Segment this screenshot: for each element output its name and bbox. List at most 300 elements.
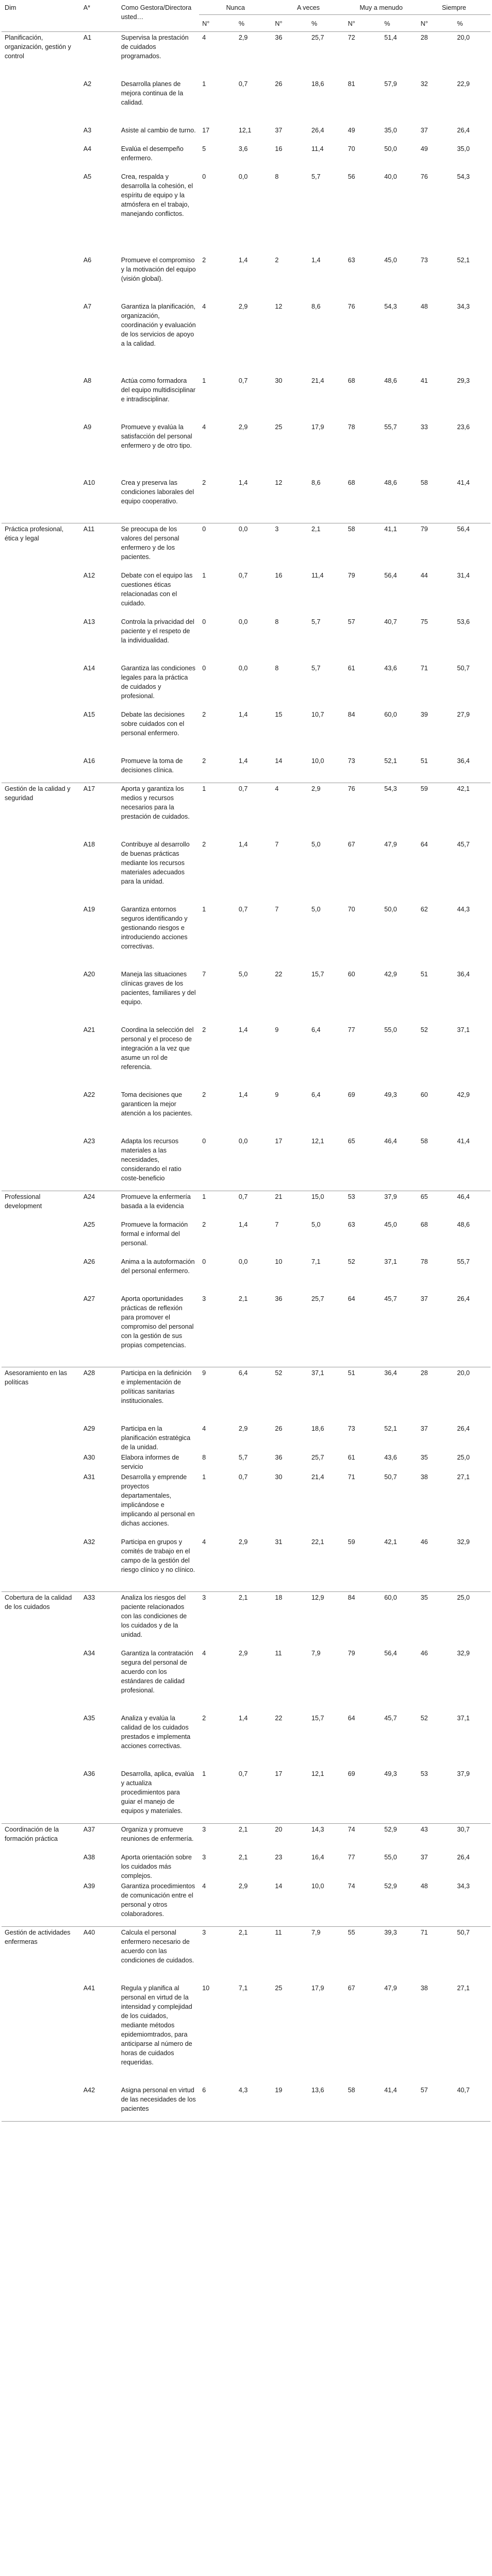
siempre-n-cell: 60 — [420, 1091, 428, 1098]
a-veces-n-cell: 4 — [272, 783, 308, 839]
muy-a-menudo-n-cell: 59 — [348, 1538, 355, 1546]
nunca-n-cell: 0 — [202, 1137, 206, 1145]
item-description-cell: Organiza y promueve reuniones de enfermería. — [118, 1824, 199, 1852]
item-id-cell: A11 — [80, 523, 118, 570]
item-description-cell: Maneja las situaciones clínicas graves de los pacientes, familiares y del equipo. — [121, 970, 196, 1006]
muy-a-menudo-n-cell: 69 — [348, 1770, 355, 1777]
a-veces-n-cell: 31 — [275, 1538, 283, 1546]
dimension-cell — [2, 755, 80, 783]
nunca-pct-cell: 0,7 — [236, 1191, 272, 1219]
item-description-cell: Asigna personal en virtud de las necesidades de los pacientes — [118, 2084, 199, 2122]
nunca-pct-cell: 0,0 — [236, 523, 272, 570]
siempre-n-cell: 71 — [420, 664, 428, 672]
muy-a-menudo-pct-cell: 49,3 — [384, 1770, 397, 1777]
nunca-n-cell: 5 — [202, 145, 206, 152]
nunca-pct-cell: 2,1 — [236, 1824, 272, 1852]
a-veces-pct-cell: 5,0 — [311, 840, 321, 848]
muy-a-menudo-n-cell: 67 — [348, 840, 355, 848]
item-id-cell: A34 — [83, 1649, 95, 1657]
table-row — [2, 1089, 490, 1136]
table-header — [2, 0, 490, 32]
table-row — [2, 1982, 490, 2084]
table-row — [2, 783, 490, 839]
item-description-cell: Garantiza la planificación, organización, coordinación y evaluación de los servicios de apoyo a la calidad. — [121, 302, 196, 347]
muy-a-menudo-pct-cell: 47,9 — [384, 1984, 397, 1992]
dimension-cell: Gestión de actividades enfermeras — [2, 1927, 80, 1982]
nunca-pct-cell: 1,4 — [238, 1091, 248, 1098]
item-id-cell: A42 — [80, 2084, 118, 2122]
muy-a-menudo-n-cell: 77 — [348, 1853, 355, 1861]
siempre-n-cell: 53 — [420, 1770, 428, 1777]
table-row — [2, 2084, 490, 2122]
item-description-cell: Desarrolla planes de mejora continua de la calidad. — [121, 80, 184, 106]
siempre-n-cell: 73 — [420, 256, 428, 264]
nunca-n-cell: 3 — [202, 1853, 206, 1861]
muy-a-menudo-pct-cell: 52,9 — [384, 1882, 397, 1890]
siempre-n-cell: 41 — [420, 377, 428, 384]
siempre-pct-cell: 27,9 — [457, 710, 470, 718]
muy-a-menudo-n-cell: 72 — [348, 34, 355, 41]
siempre-pct-cell: 20,0 — [454, 1367, 490, 1423]
siempre-n-cell: 48 — [420, 302, 428, 310]
item-description-cell: Controla la privacidad del paciente y el respeto de la individualidad. — [121, 618, 194, 644]
siempre-pct-cell: 41,4 — [457, 479, 470, 486]
muy-a-menudo-n-cell: 71 — [348, 1473, 355, 1481]
muy-a-menudo-n-cell: 69 — [348, 1091, 355, 1098]
table-row — [2, 1293, 490, 1367]
muy-a-menudo-pct-cell: 35,0 — [384, 126, 397, 134]
nunca-n-cell: 2 — [202, 710, 206, 718]
dimension-cell — [2, 616, 80, 663]
item-description-cell: Crea, respalda y desarrolla la cohesión, el espíritu de equipo y la atmósfera en el trabajo, manejando conflictos. — [121, 173, 193, 217]
a-veces-n-cell: 36 — [275, 1453, 283, 1461]
dimension-cell — [2, 477, 80, 523]
a-veces-n-cell: 8 — [275, 618, 279, 625]
muy-a-menudo-n-cell: 70 — [348, 905, 355, 913]
muy-a-menudo-pct-cell: 43,6 — [384, 1453, 397, 1461]
a-veces-n-cell: 16 — [275, 571, 283, 579]
nunca-pct-cell: 5,7 — [238, 1453, 248, 1461]
item-id-cell: A12 — [83, 571, 95, 579]
item-description-cell: Regula y planifica al personal en virtud de la intensidad y complejidad de los cuidados, mediante métodos epidemiomtrados, para anticiparse al número de horas de cuidados requeridas. — [121, 1984, 192, 2066]
siempre-pct-cell: 50,7 — [454, 1927, 490, 1982]
table-row — [2, 1219, 490, 1256]
nunca-pct-cell: 6,4 — [236, 1367, 272, 1423]
siempre-pct-cell: 35,0 — [457, 145, 470, 152]
a-veces-n-cell: 9 — [275, 1026, 279, 1033]
siempre-pct-cell: 23,6 — [457, 423, 470, 431]
item-id-cell: A18 — [83, 840, 95, 848]
muy-a-menudo-pct-cell: 60,0 — [381, 1592, 418, 1648]
a-veces-pct-cell: 12,9 — [308, 1592, 345, 1648]
item-description-cell: Participa en la planificación estratégica de la unidad. — [121, 1425, 191, 1451]
nunca-n-cell: 2 — [202, 1026, 206, 1033]
a-veces-n-cell: 12 — [275, 302, 283, 310]
siempre-n-cell: 52 — [420, 1714, 428, 1722]
nunca-n-cell: 4 — [202, 423, 206, 431]
a-veces-n-cell: 20 — [272, 1824, 308, 1852]
a-veces-n-cell: 7 — [275, 905, 279, 913]
a-veces-n-cell: 3 — [272, 523, 308, 570]
dimension-cell — [2, 255, 80, 301]
siempre-pct-cell: 44,3 — [457, 905, 470, 913]
nunca-n-cell: 6 — [199, 2084, 236, 2122]
muy-a-menudo-n-cell: 53 — [345, 1191, 381, 1219]
dimension-cell — [2, 1852, 80, 1880]
a-veces-n-cell: 17 — [275, 1137, 283, 1145]
nunca-n-cell: 4 — [202, 34, 206, 41]
nunca-n-cell: 4 — [202, 1649, 206, 1657]
item-id-cell: A6 — [83, 256, 92, 264]
siempre-pct-cell: 25,0 — [454, 1592, 490, 1648]
siempre-n-cell: 51 — [420, 757, 428, 765]
siempre-n-cell: 28 — [420, 34, 428, 41]
muy-a-menudo-n-cell: 81 — [348, 80, 355, 88]
item-id-cell: A8 — [83, 377, 92, 384]
header-pct: % — [308, 15, 345, 32]
nunca-n-cell: 7 — [202, 970, 206, 978]
table-row — [2, 477, 490, 523]
muy-a-menudo-pct-cell: 50,0 — [384, 145, 397, 152]
siempre-pct-cell: 30,7 — [454, 1824, 490, 1852]
nunca-n-cell: 1 — [202, 1770, 206, 1777]
muy-a-menudo-n-cell: 73 — [348, 1425, 355, 1432]
dimension-cell — [2, 969, 80, 1024]
table-row — [2, 1536, 490, 1592]
siempre-pct-cell: 26,4 — [457, 1295, 470, 1302]
siempre-n-cell: 64 — [420, 840, 428, 848]
siempre-pct-cell: 41,4 — [457, 1137, 470, 1145]
table-row — [2, 663, 490, 709]
a-veces-pct-cell: 18,6 — [311, 1425, 324, 1432]
a-veces-pct-cell: 6,4 — [311, 1091, 321, 1098]
siempre-pct-cell: 34,3 — [457, 302, 470, 310]
a-veces-pct-cell: 5,7 — [311, 664, 321, 672]
item-description-cell: Evalúa el desempeño enfermero. — [121, 145, 184, 162]
nunca-n-cell: 3 — [199, 1824, 236, 1852]
item-id-cell: A25 — [83, 1221, 95, 1228]
dimension-cell — [2, 2084, 80, 2122]
nunca-pct-cell: 1,4 — [238, 1026, 248, 1033]
a-veces-n-cell: 14 — [275, 757, 283, 765]
muy-a-menudo-n-cell: 51 — [345, 1367, 381, 1423]
siempre-pct-cell: 20,0 — [457, 34, 470, 41]
siempre-pct-cell: 36,4 — [457, 757, 470, 765]
nunca-pct-cell: 0,7 — [238, 1770, 248, 1777]
siempre-n-cell: 37 — [420, 126, 428, 134]
table-row — [2, 1648, 490, 1713]
muy-a-menudo-pct-cell: 45,7 — [384, 1295, 397, 1302]
item-id-cell: A22 — [83, 1091, 95, 1098]
a-veces-pct-cell: 26,4 — [311, 126, 324, 134]
siempre-n-cell: 59 — [418, 783, 454, 839]
item-id-cell: A13 — [83, 618, 95, 625]
muy-a-menudo-pct-cell: 48,6 — [384, 377, 397, 384]
item-id-cell: A27 — [83, 1295, 95, 1302]
siempre-n-cell: 75 — [420, 618, 428, 625]
table-row — [2, 1024, 490, 1089]
dimension-cell: Coordinación de la formación práctica — [2, 1824, 80, 1852]
table-row — [2, 125, 490, 143]
siempre-pct-cell: 50,7 — [457, 664, 470, 672]
muy-a-menudo-pct-cell: 52,1 — [384, 757, 397, 765]
muy-a-menudo-n-cell: 78 — [348, 423, 355, 431]
muy-a-menudo-n-cell: 58 — [345, 2084, 381, 2122]
item-description-cell: Garantiza procedimientos de comunicación entre el personal y otros colaboradores. — [121, 1882, 195, 1918]
muy-a-menudo-pct-cell: 52,1 — [384, 1425, 397, 1432]
table-row — [2, 1367, 490, 1423]
muy-a-menudo-n-cell: 65 — [348, 1137, 355, 1145]
muy-a-menudo-pct-cell: 42,1 — [384, 1538, 397, 1546]
item-id-cell: A3 — [83, 126, 92, 134]
siempre-pct-cell: 34,3 — [457, 1882, 470, 1890]
siempre-n-cell: 78 — [420, 1258, 428, 1265]
nunca-n-cell: 3 — [199, 1592, 236, 1648]
table-row — [2, 839, 490, 904]
nunca-pct-cell: 4,3 — [236, 2084, 272, 2122]
header-group-nunca: Nunca — [199, 0, 272, 15]
nunca-n-cell: 2 — [202, 1091, 206, 1098]
item-id-cell: A2 — [83, 80, 92, 88]
item-id-cell: A28 — [80, 1367, 118, 1423]
header-pct: % — [454, 15, 490, 32]
a-veces-n-cell: 8 — [275, 664, 279, 672]
header-n: N° — [272, 15, 308, 32]
muy-a-menudo-pct-cell: 46,4 — [384, 1137, 397, 1145]
a-veces-pct-cell: 25,7 — [311, 34, 324, 41]
muy-a-menudo-n-cell: 84 — [345, 1592, 381, 1648]
table-row — [2, 570, 490, 616]
siempre-n-cell: 43 — [418, 1824, 454, 1852]
siempre-n-cell: 49 — [420, 145, 428, 152]
siempre-n-cell: 35 — [420, 1453, 428, 1461]
nunca-pct-cell: 1,4 — [238, 479, 248, 486]
a-veces-pct-cell: 16,4 — [311, 1853, 324, 1861]
muy-a-menudo-n-cell: 76 — [345, 783, 381, 839]
nunca-pct-cell: 2,1 — [236, 1927, 272, 1982]
table-row — [2, 1191, 490, 1219]
item-description-cell: Participa en grupos y comités de trabajo en el campo de la gestión del riesgo clínico y no clínico. — [121, 1538, 195, 1573]
item-description-cell: Aporta y garantiza los medios y recursos necesarios para la prestación de cuidados. — [118, 783, 199, 839]
item-description-cell: Promueve la enfermería basada a la evidencia — [118, 1191, 199, 1219]
item-id-cell: A21 — [83, 1026, 95, 1033]
muy-a-menudo-n-cell: 74 — [345, 1824, 381, 1852]
siempre-n-cell: 32 — [420, 80, 428, 88]
muy-a-menudo-n-cell: 79 — [348, 571, 355, 579]
a-veces-pct-cell: 7,1 — [311, 1258, 321, 1265]
muy-a-menudo-pct-cell: 45,7 — [384, 1714, 397, 1722]
a-veces-pct-cell: 2,9 — [308, 783, 345, 839]
a-veces-n-cell: 19 — [272, 2084, 308, 2122]
dimension-cell — [2, 1219, 80, 1256]
muy-a-menudo-n-cell: 77 — [348, 1026, 355, 1033]
item-id-cell: A30 — [83, 1453, 95, 1461]
siempre-pct-cell: 37,1 — [457, 1714, 470, 1722]
nunca-n-cell: 2 — [202, 256, 206, 264]
a-veces-n-cell: 12 — [275, 479, 283, 486]
item-description-cell: Toma decisiones que garanticen la mejor atención a los pacientes. — [121, 1091, 193, 1117]
nunca-n-cell: 10 — [202, 1984, 210, 1992]
muy-a-menudo-pct-cell: 50,0 — [384, 905, 397, 913]
muy-a-menudo-pct-cell: 43,6 — [384, 664, 397, 672]
table-row — [2, 1852, 490, 1880]
nunca-n-cell: 1 — [202, 80, 206, 88]
table-row — [2, 1136, 490, 1191]
nunca-n-cell: 1 — [202, 905, 206, 913]
nunca-pct-cell: 3,6 — [238, 145, 248, 152]
muy-a-menudo-n-cell: 55 — [345, 1927, 381, 1982]
nunca-pct-cell: 2,9 — [238, 1538, 248, 1546]
a-veces-pct-cell: 21,4 — [311, 1473, 324, 1481]
siempre-pct-cell: 53,6 — [457, 618, 470, 625]
table-row — [2, 375, 490, 421]
item-id-cell: A19 — [83, 905, 95, 913]
a-veces-n-cell: 25 — [275, 1984, 283, 1992]
a-veces-pct-cell: 5,7 — [311, 618, 321, 625]
siempre-n-cell: 51 — [420, 970, 428, 978]
muy-a-menudo-pct-cell: 36,4 — [381, 1367, 418, 1423]
item-description-cell: Contribuye al desarrollo de buenas prácticas mediante los recursos materiales adecuados para la unidad. — [121, 840, 190, 885]
nunca-n-cell: 8 — [202, 1453, 206, 1461]
dimension-cell — [2, 301, 80, 375]
siempre-n-cell: 35 — [418, 1592, 454, 1648]
muy-a-menudo-pct-cell: 54,3 — [381, 783, 418, 839]
nunca-n-cell: 1 — [202, 1473, 206, 1481]
siempre-n-cell: 37 — [420, 1853, 428, 1861]
a-veces-n-cell: 8 — [275, 173, 279, 180]
table-row — [2, 1256, 490, 1293]
muy-a-menudo-pct-cell: 55,0 — [384, 1026, 397, 1033]
item-id-cell: A10 — [83, 479, 95, 486]
muy-a-menudo-pct-cell: 40,0 — [384, 173, 397, 180]
muy-a-menudo-n-cell: 74 — [348, 1882, 355, 1890]
muy-a-menudo-n-cell: 58 — [345, 523, 381, 570]
a-veces-pct-cell: 10,0 — [311, 1882, 324, 1890]
muy-a-menudo-pct-cell: 39,3 — [381, 1927, 418, 1982]
dimension-cell — [2, 375, 80, 421]
item-description-cell: Participa en la definición e implementación de políticas sanitarias institucionales. — [118, 1367, 199, 1423]
siempre-pct-cell: 40,7 — [454, 2084, 490, 2122]
table-row — [2, 1423, 490, 1452]
item-id-cell: A40 — [80, 1927, 118, 1982]
dimension-cell — [2, 1713, 80, 1768]
dimension-cell: Práctica profesional, ética y legal — [2, 523, 80, 570]
nunca-pct-cell: 1,4 — [238, 1714, 248, 1722]
a-veces-n-cell: 2 — [275, 256, 279, 264]
siempre-n-cell: 37 — [420, 1295, 428, 1302]
siempre-pct-cell: 55,7 — [457, 1258, 470, 1265]
muy-a-menudo-n-cell: 76 — [348, 302, 355, 310]
muy-a-menudo-pct-cell: 45,0 — [384, 1221, 397, 1228]
siempre-n-cell: 71 — [418, 1927, 454, 1982]
dimension-cell — [2, 1768, 80, 1824]
siempre-pct-cell: 26,4 — [457, 1853, 470, 1861]
siempre-n-cell: 38 — [420, 1984, 428, 1992]
nunca-n-cell: 4 — [202, 1425, 206, 1432]
dimension-cell: Professional development — [2, 1191, 80, 1219]
muy-a-menudo-n-cell: 64 — [348, 1714, 355, 1722]
a-veces-n-cell: 25 — [275, 423, 283, 431]
a-veces-pct-cell: 18,6 — [311, 80, 324, 88]
item-description-cell: Coordina la selección del personal y el proceso de integración a la vez que asume un rol de referencia. — [121, 1026, 194, 1071]
item-description-cell: Desarrolla, aplica, evalúa y actualiza procedimientos para guiar el manejo de equipos y materiales. — [121, 1770, 194, 1815]
a-veces-pct-cell: 12,1 — [311, 1137, 324, 1145]
nunca-pct-cell: 0,7 — [238, 905, 248, 913]
table-row — [2, 616, 490, 663]
item-id-cell: A14 — [83, 664, 95, 672]
a-veces-pct-cell: 10,0 — [311, 757, 324, 765]
a-veces-pct-cell: 13,6 — [308, 2084, 345, 2122]
item-description-cell: Actúa como formadora del equipo multidisciplinar e intradisciplinar. — [121, 377, 195, 403]
muy-a-menudo-n-cell: 61 — [348, 1453, 355, 1461]
nunca-pct-cell: 1,4 — [238, 256, 248, 264]
item-id-cell: A41 — [83, 1984, 95, 1992]
muy-a-menudo-pct-cell: 37,9 — [381, 1191, 418, 1219]
a-veces-n-cell: 36 — [275, 34, 283, 41]
nunca-pct-cell: 0,7 — [238, 377, 248, 384]
a-veces-n-cell: 26 — [275, 80, 283, 88]
nunca-pct-cell: 0,7 — [238, 1473, 248, 1481]
a-veces-pct-cell: 11,4 — [311, 145, 324, 152]
muy-a-menudo-n-cell: 63 — [348, 256, 355, 264]
a-veces-n-cell: 36 — [275, 1295, 283, 1302]
muy-a-menudo-pct-cell: 40,7 — [384, 618, 397, 625]
nunca-n-cell: 1 — [199, 783, 236, 839]
muy-a-menudo-pct-cell: 55,0 — [384, 1853, 397, 1861]
a-veces-pct-cell: 15,7 — [311, 1714, 324, 1722]
table-row — [2, 301, 490, 375]
item-id-cell: A37 — [80, 1824, 118, 1852]
item-description-cell: Analiza y evalúa la calidad de los cuidados prestados e implementa acciones correctivas. — [121, 1714, 191, 1750]
dimension-cell — [2, 125, 80, 143]
dimension-cell — [2, 904, 80, 969]
nunca-pct-cell: 0,0 — [238, 664, 248, 672]
header-n: N° — [199, 15, 236, 32]
table-row — [2, 1713, 490, 1768]
item-id-cell: A29 — [83, 1425, 95, 1432]
muy-a-menudo-n-cell: 68 — [348, 377, 355, 384]
dimension-cell — [2, 1880, 80, 1927]
a-veces-n-cell: 16 — [275, 145, 283, 152]
a-veces-n-cell: 7 — [275, 1221, 279, 1228]
item-id-cell: A39 — [83, 1882, 95, 1890]
siempre-pct-cell: 36,4 — [457, 970, 470, 978]
dimension-cell: Cobertura de la calidad de los cuidados — [2, 1592, 80, 1648]
nunca-pct-cell: 0,0 — [238, 1258, 248, 1265]
muy-a-menudo-pct-cell: 50,7 — [384, 1473, 397, 1481]
a-veces-n-cell: 9 — [275, 1091, 279, 1098]
siempre-n-cell: 76 — [420, 173, 428, 180]
nunca-pct-cell: 2,9 — [238, 34, 248, 41]
nunca-n-cell: 2 — [202, 1221, 206, 1228]
nunca-n-cell: 4 — [202, 1882, 206, 1890]
nunca-n-cell: 4 — [202, 302, 206, 310]
table-row — [2, 78, 490, 125]
a-veces-pct-cell: 21,4 — [311, 377, 324, 384]
a-veces-n-cell: 23 — [275, 1853, 283, 1861]
muy-a-menudo-pct-cell: 47,9 — [384, 840, 397, 848]
siempre-n-cell: 37 — [420, 1425, 428, 1432]
nunca-n-cell: 17 — [202, 126, 210, 134]
muy-a-menudo-n-cell: 67 — [348, 1984, 355, 1992]
siempre-n-cell: 58 — [420, 479, 428, 486]
nunca-pct-cell: 5,0 — [238, 970, 248, 978]
item-description-cell: Adapta los recursos materiales a las necesidades, considerando el ratio coste-beneficio — [121, 1137, 182, 1182]
muy-a-menudo-pct-cell: 41,1 — [381, 523, 418, 570]
siempre-pct-cell: 26,4 — [457, 1425, 470, 1432]
dimension-cell — [2, 421, 80, 477]
item-description-cell: Aporta oportunidades prácticas de reflexión para promover el compromiso del personal con la gestión de sus propias competencias. — [121, 1295, 194, 1349]
